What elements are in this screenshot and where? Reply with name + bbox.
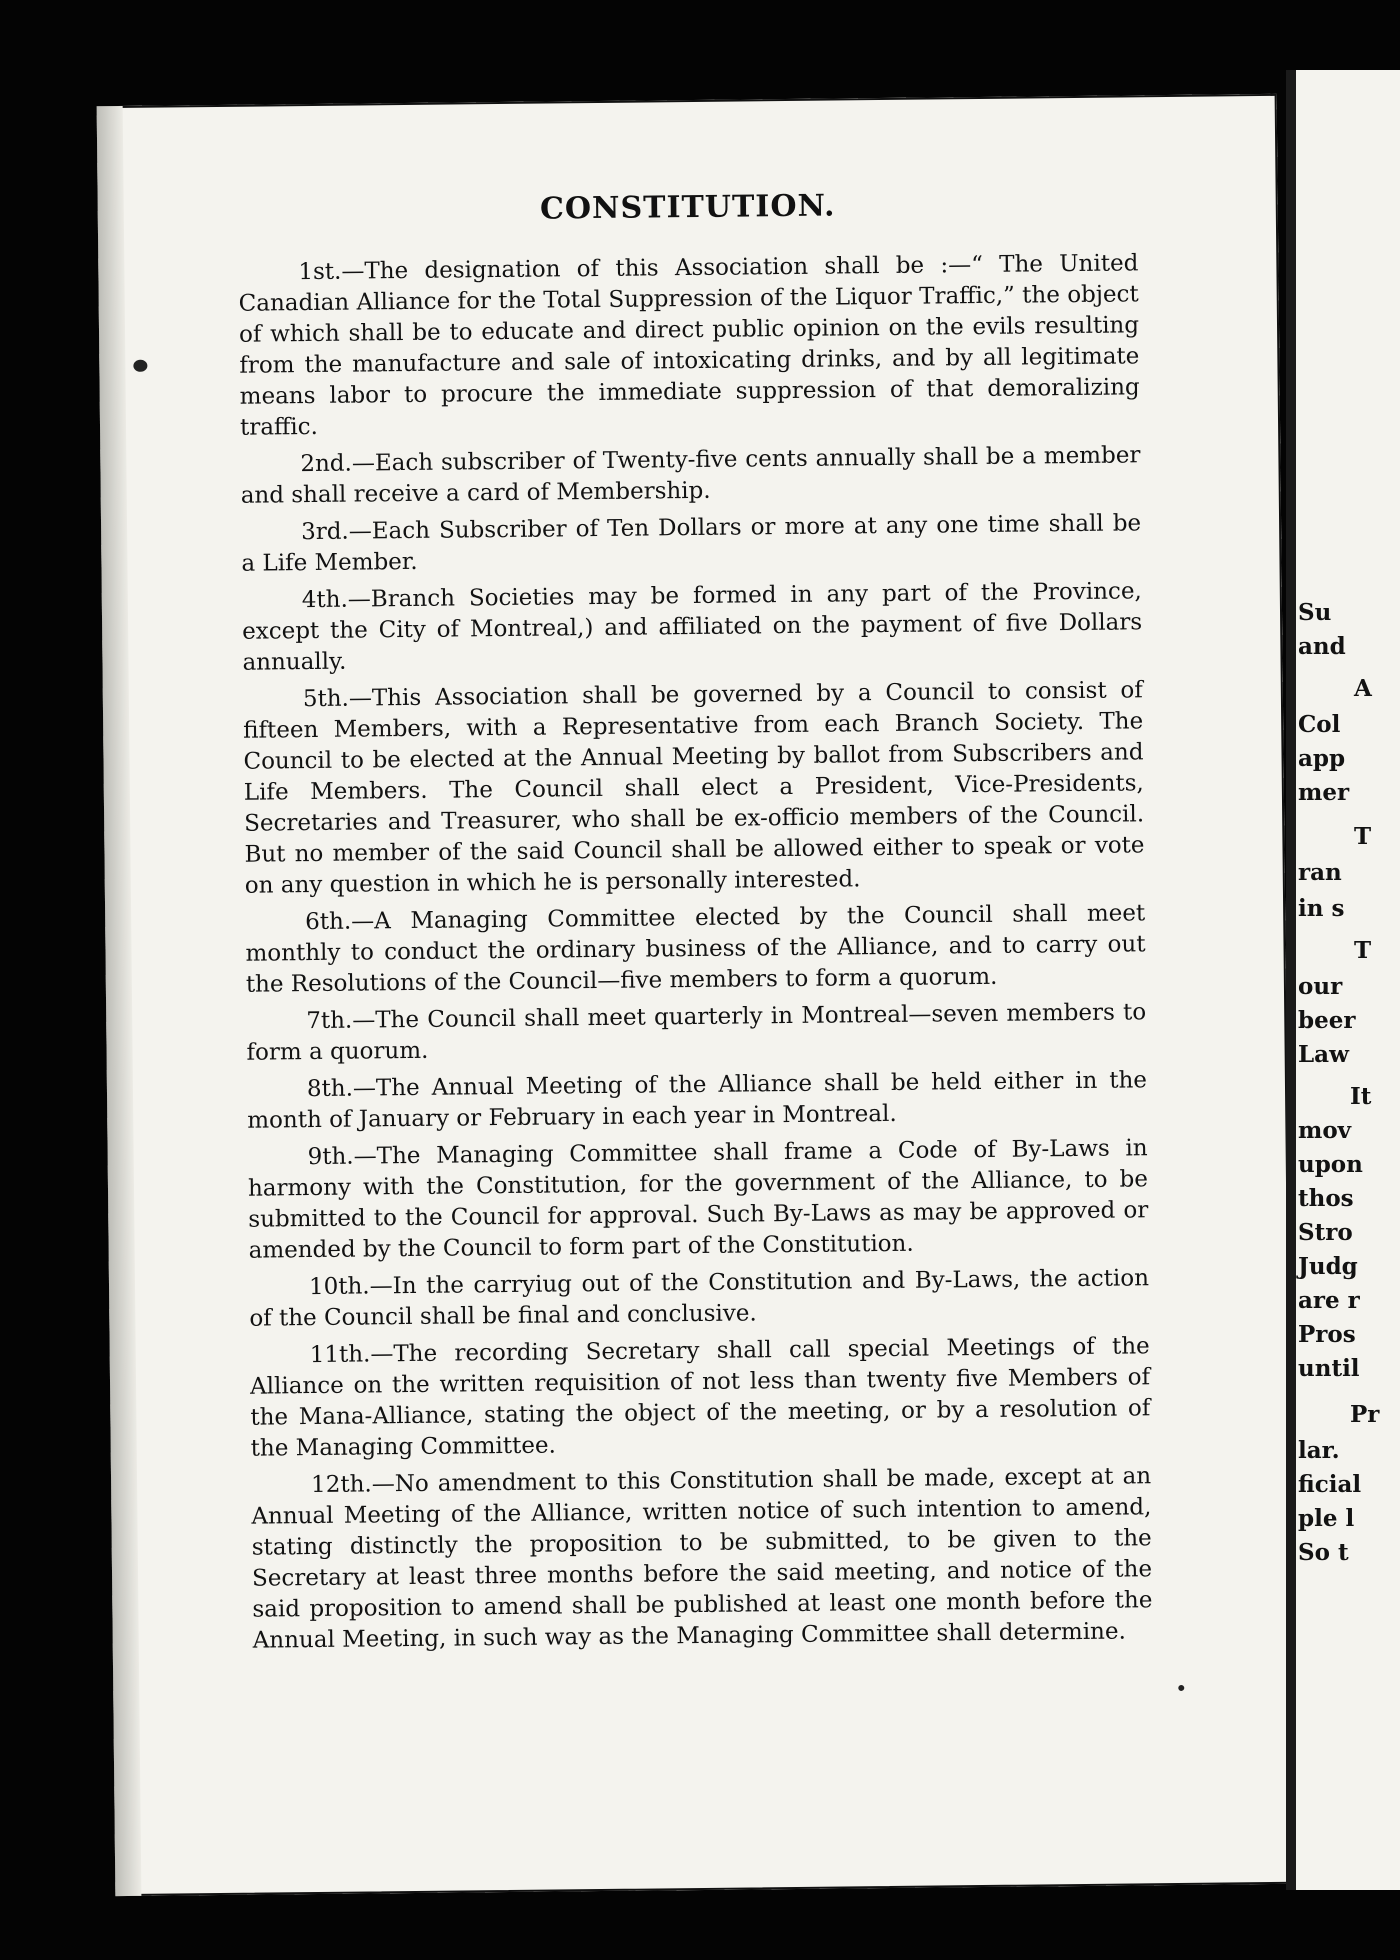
right-fragment: ran bbox=[1298, 859, 1342, 886]
left-page bbox=[97, 94, 1296, 1896]
right-fragment: T bbox=[1354, 937, 1372, 964]
article-number: 4th. bbox=[301, 586, 348, 614]
right-fragment: ficial bbox=[1298, 1471, 1362, 1498]
right-fragment: Su bbox=[1298, 599, 1332, 626]
article-8 bbox=[247, 1065, 1148, 1136]
article-3 bbox=[241, 508, 1142, 579]
article-number: 10th. bbox=[308, 1273, 370, 1301]
article-number: 12th. bbox=[310, 1471, 372, 1499]
right-fragment: until bbox=[1298, 1355, 1360, 1382]
page-gutter bbox=[1286, 70, 1296, 1890]
right-fragment: It bbox=[1350, 1083, 1372, 1110]
right-fragment: Stro bbox=[1298, 1219, 1353, 1246]
article-5 bbox=[243, 675, 1145, 901]
document-body bbox=[238, 185, 1153, 1662]
article-text: —A Managing Committee elected by the Council shall meet monthly to conduct the ordinary business of the Alliance, and to carry out the Resolutions of the Council—five members to form a quorum. bbox=[245, 900, 1146, 998]
article-text: —No amendment to this Constitution shall be made, except at an Annual Meeting of the Alliance, written notice of such intention to amend, stating distinctly the proposition to be submitted, to be given to the Secretary at least three months before the said meeting, and notice of the said proposition to amend shall be published at least one month before the Annual Meeting, in such way as the Managing Committee shall determine. bbox=[251, 1463, 1153, 1654]
right-fragment: A bbox=[1354, 675, 1372, 702]
right-fragment: lar. bbox=[1298, 1437, 1340, 1464]
right-fragment: and bbox=[1298, 633, 1346, 660]
article-number: 9th. bbox=[307, 1143, 354, 1171]
article-number: 2nd. bbox=[300, 450, 353, 478]
article-7 bbox=[246, 997, 1147, 1068]
right-fragment: thos bbox=[1298, 1185, 1354, 1212]
article-2 bbox=[240, 440, 1141, 511]
right-fragment: Pr bbox=[1350, 1401, 1380, 1428]
right-fragment: ple l bbox=[1298, 1505, 1355, 1532]
article-number: 7th. bbox=[306, 1007, 353, 1035]
article-text: —The Annual Meeting of the Alliance shall be held either in the month of January or February in each year in Montreal. bbox=[247, 1067, 1148, 1134]
right-fragment: upon bbox=[1298, 1151, 1363, 1178]
document-title: CONSTITUTION. bbox=[539, 188, 836, 227]
article-text: —The Council shall meet quarterly in Montreal—seven members to form a quorum. bbox=[246, 999, 1147, 1066]
right-fragment: Col bbox=[1298, 711, 1341, 738]
right-fragment: app bbox=[1298, 745, 1346, 772]
right-fragment: Law bbox=[1298, 1041, 1349, 1068]
article-text: —The recording Secretary shall call special Meetings of the Alliance on the written requisition of not less than twenty five Members of the Mana-Alliance, stating the object of the meeting, or by a resolution of the Managing Committee. bbox=[249, 1333, 1151, 1462]
article-number: 8th. bbox=[306, 1075, 354, 1103]
article-text: —Branch Societies may be formed in any part of the Province, except the City of Montreal,) and affiliated on the payment of five Dollars annually. bbox=[242, 578, 1143, 676]
article-text: —The designation of this Association shall be :—“ The United Canadian Alliance for the Total Suppression of the Liquor Traffic,” the object of which shall be to educate and direct public opinion on the evils resulting from the manufacture and sale of intoxicating drinks, and by all legitimate means labor to procure the immediate suppression of that demoralizing traffic. bbox=[238, 250, 1140, 441]
ink-speck bbox=[1178, 1685, 1184, 1691]
article-number: 3rd. bbox=[300, 518, 349, 546]
right-fragment: are r bbox=[1298, 1287, 1360, 1314]
article-4 bbox=[242, 576, 1143, 678]
article-11 bbox=[250, 1331, 1151, 1464]
article-number: 5th. bbox=[302, 685, 350, 713]
right-fragment: mov bbox=[1298, 1117, 1352, 1144]
article-number: 11th. bbox=[309, 1341, 371, 1369]
article-text: —In the carryiug out of the Constitution and By-Laws, the action of the Council shall be final and conclusive. bbox=[249, 1265, 1150, 1332]
article-10 bbox=[249, 1263, 1150, 1334]
right-fragment: T bbox=[1354, 823, 1372, 850]
article-text: —Each subscriber of Twenty-five cents annually shall be a member and shall receive a card of Membership. bbox=[240, 442, 1141, 509]
article-12 bbox=[251, 1461, 1153, 1656]
right-page bbox=[1296, 70, 1400, 1890]
right-fragment: beer bbox=[1298, 1007, 1356, 1034]
article-number: 1st. bbox=[298, 258, 342, 286]
ink-blot bbox=[133, 360, 147, 372]
right-fragment: So t bbox=[1298, 1539, 1349, 1566]
right-fragment: Judg bbox=[1298, 1253, 1358, 1280]
article-text: —The Managing Committee shall frame a Code of By-Laws in harmony with the Constitution, for the government of the Alliance, to be submitted to the Council for approval. Such By-Laws as may be approved or amended by the Council to form part of the Constitution. bbox=[247, 1135, 1149, 1264]
article-number: 6th. bbox=[305, 908, 352, 936]
right-fragment: Pros bbox=[1298, 1321, 1356, 1348]
article-1 bbox=[238, 248, 1140, 443]
article-text: —Each Subscriber of Ten Dollars or more at any one time shall be a Life Member. bbox=[241, 510, 1142, 577]
right-fragment: mer bbox=[1298, 779, 1350, 806]
article-text: —This Association shall be governed by a Council to consist of fifteen Members, with a Representative from each Branch Society. The Council to be elected at the Annual Meeting by ballot from Subscribers and Life Members. The Council shall elect a President, Vice-Presidents, Secretaries and Treasurer, who shall be ex-officio members of the Council. But no member of the said Council shall be allowed either to speak or vote on any question in which he is personally interested. bbox=[243, 677, 1145, 899]
article-6 bbox=[245, 898, 1146, 1000]
right-fragment: our bbox=[1298, 973, 1343, 1000]
article-9 bbox=[248, 1133, 1149, 1266]
right-fragment: in s bbox=[1298, 895, 1345, 922]
